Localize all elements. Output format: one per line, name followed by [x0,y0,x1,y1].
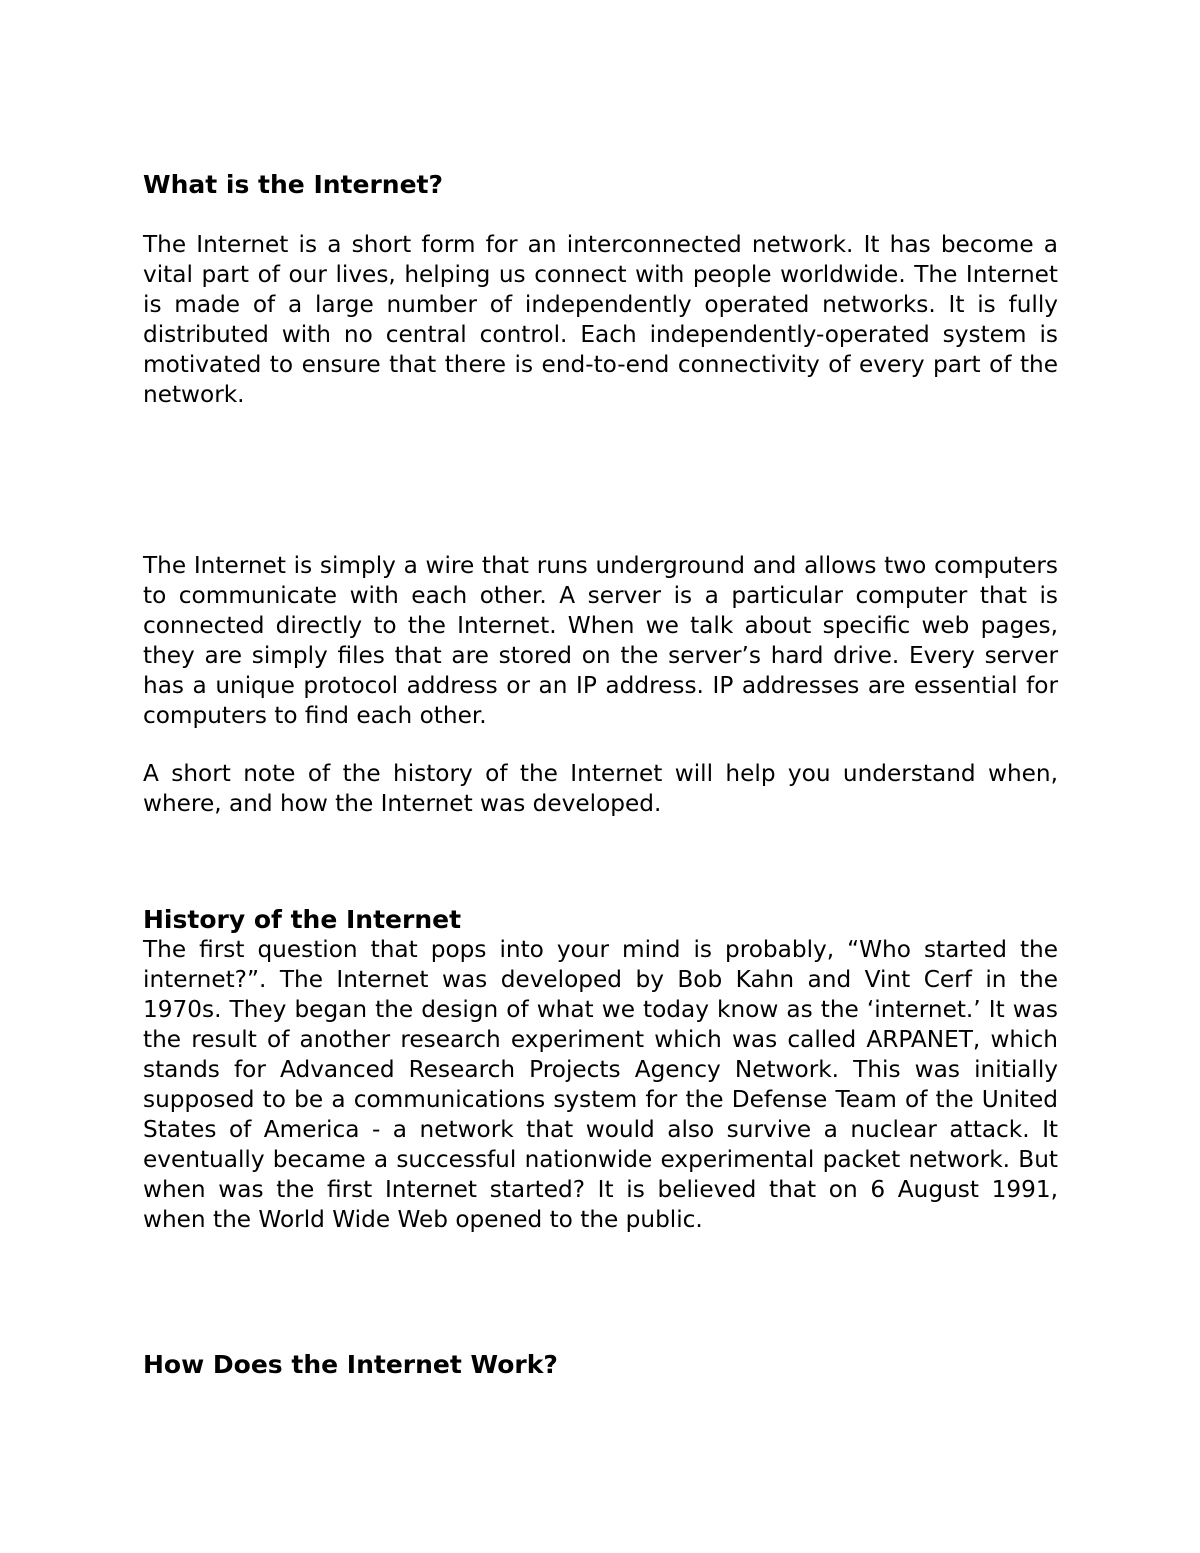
paragraph-history-note: A short note of the history of the Internet will help you understand when, where, and how the Internet was developed. [143,760,1058,817]
paragraph-history: The first question that pops into your mind is probably, “Who started the internet?”. The Internet was developed by Bob Kahn and Vint Cerf in the 1970s. They began the design of what we today know as the ‘internet.’ It was the result of another research experiment which was called ARPANET, which stands for Advanced Research Projects Agency Network. This was initially supposed to be a communications system for the Defense Team of the United States of America - a network that would also survive a nuclear attack. It eventually became a successful nationwide experimental packet network. But when was the first Internet started? It is believed that on 6 August 1991, when the World Wide Web opened to the public. [143,936,1058,1233]
heading-history-of-internet: History of the Internet [143,905,462,934]
heading-how-internet-works: How Does the Internet Work? [143,1350,558,1379]
heading-what-is-internet: What is the Internet? [143,170,443,199]
paragraph-internet-definition: The Internet is a short form for an interconnected network. It has become a vital part of our lives, helping us connect with people worldwide. The Internet is made of a large number of independently operated networks. It is fully distributed with no central control. Each independently-operated system is motivated to ensure that there is end-to-end connectivity of every part of the network. [143,231,1058,408]
paragraph-internet-wire: The Internet is simply a wire that runs underground and allows two computers to communicate with each other. A server is a particular computer that is connected directly to the Internet. When we talk about specific web pages, they are simply files that are stored on the server’s hard drive. Every server has a unique protocol address or an IP address. IP addresses are essential for computers to find each other. [143,552,1058,729]
